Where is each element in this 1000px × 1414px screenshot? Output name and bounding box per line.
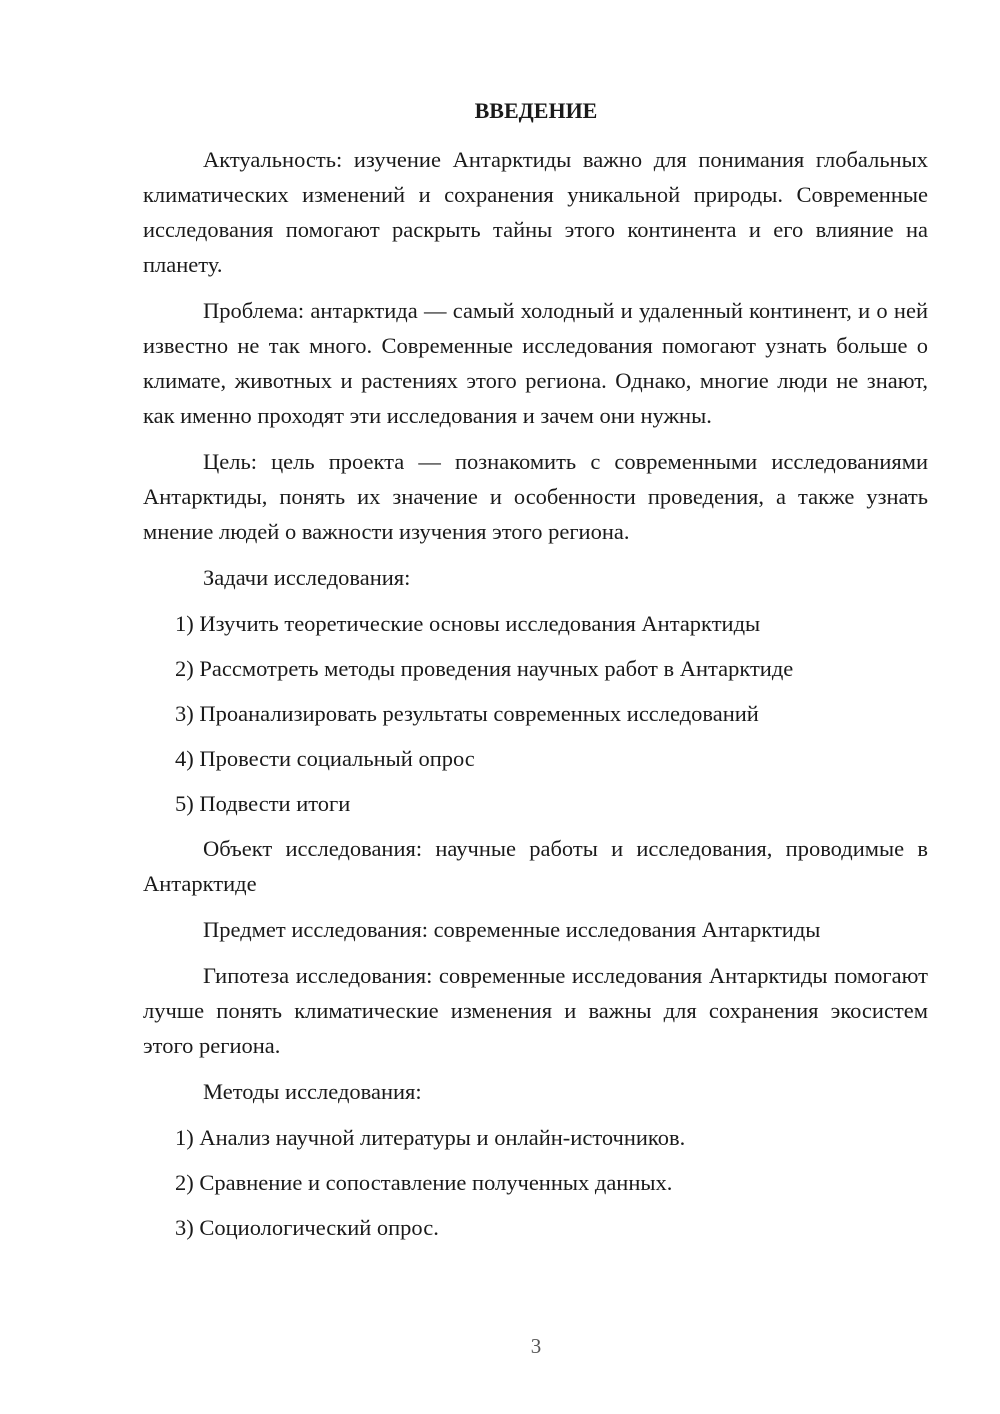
task-item-5: 5) Подвести итоги xyxy=(175,791,351,816)
tasks-list xyxy=(143,606,928,821)
methods-heading: Методы исследования: xyxy=(203,1079,422,1104)
tasks-heading: Задачи исследования: xyxy=(203,565,411,590)
page-title: ВВЕДЕНИЕ xyxy=(474,98,598,123)
method-item-3: 3) Социологический опрос. xyxy=(175,1215,439,1240)
subject-paragraph: Предмет исследования: современные исследования Антарктиды xyxy=(203,917,821,942)
method-item-1: 1) Анализ научной литературы и онлайн-источников. xyxy=(175,1125,686,1150)
hypothesis-paragraph: Гипотеза исследования: современные исследования Антарктиды помогают лучше понять климатические изменения и важны для сохранения экосистем этого региона. xyxy=(143,963,928,1058)
page-body xyxy=(143,142,928,1255)
object-paragraph: Объект исследования: научные работы и исследования, проводимые в Антарктиде xyxy=(143,836,928,896)
task-item-2: 2) Рассмотреть методы проведения научных работ в Антарктиде xyxy=(175,656,794,681)
methods-list xyxy=(143,1120,928,1245)
task-item-1: 1) Изучить теоретические основы исследования Антарктиды xyxy=(175,611,761,636)
task-item-3: 3) Проанализировать результаты современных исследований xyxy=(175,701,759,726)
goal-paragraph: Цель: цель проекта — познакомить с современными исследованиями Антарктиды, понять их значение и особенности проведения, а также узнать мнение людей о важности изучения этого региона. xyxy=(143,449,928,544)
problem-paragraph: Проблема: антарктида — самый холодный и удаленный континент, и о ней известно не так много. Современные исследования помогают узнать больше о климате, животных и растениях этого региона. Однако, многие люди не знают, как именно проходят эти исследования и зачем они нужны. xyxy=(143,298,928,428)
page-number: 3 xyxy=(530,1334,542,1358)
relevance-paragraph: Актуальность: изучение Антарктиды важно для понимания глобальных климатических изменений и сохранения уникальной природы. Современные исследования помогают раскрыть тайны этого континента и его влияние на планету. xyxy=(143,147,928,277)
task-item-4: 4) Провести социальный опрос xyxy=(175,746,475,771)
method-item-2: 2) Сравнение и сопоставление полученных данных. xyxy=(175,1170,673,1195)
